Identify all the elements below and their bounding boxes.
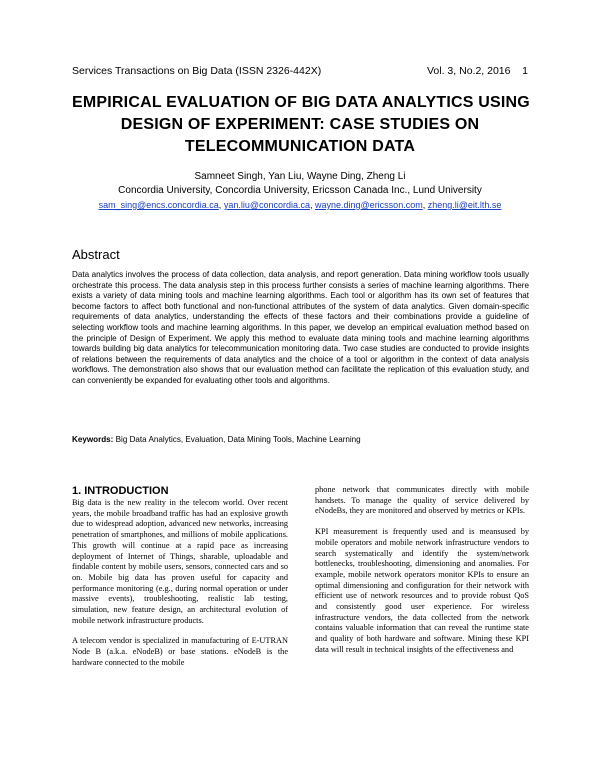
issue-volume: Vol. 3, No.2, 2016 — [427, 65, 511, 77]
author-block — [72, 170, 528, 198]
abstract-heading: Abstract — [72, 247, 120, 262]
left-column — [72, 484, 288, 669]
email-link-1[interactable]: sam_sing@encs.concordia.ca — [98, 200, 219, 210]
intro-paragraph-1: Big data is the new reality in the telecom world. Over recent years, the mobile broadband traffic has had an explosive growth due to widespread adoption, advanced new networks, increasing penetration of smartphones, and millions of mobile applications. This growth will continue at a rapid pace as increasing deployment of Internet of Things, sharable, uploadable and findable content by mobile users, sensors, connected cars and so on. Mobile big data has proven useful for capacity and performance monitoring (e.g., during normal operation or under massive events), troubleshooting, realistic lab testing, simulation, new feature design, an architectural evolution of mobile network infrastructure products. — [72, 498, 288, 625]
title-line-2: DESIGN OF EXPERIMENT: CASE STUDIES ON — [120, 116, 480, 133]
keywords-text: Big Data Analytics, Evaluation, Data Mining Tools, Machine Learning — [113, 435, 361, 444]
title-line-1: EMPIRICAL EVALUATION OF BIG DATA ANALYTICS USING — [72, 94, 530, 111]
title-line-3: TELECOMMUNICATION DATA — [184, 138, 416, 155]
running-header — [72, 65, 528, 79]
email-link-3[interactable]: wayne.ding@ericsson.com — [315, 200, 423, 210]
intro-paragraph-2: A telecom vendor is specialized in manufacturing of E-UTRAN Node B (a.k.a. eNodeB) or base stations. eNodeB is the hardware connected to the mobile — [72, 636, 288, 667]
email-link-2[interactable]: yan.liu@concordia.ca — [223, 200, 310, 210]
right-column — [315, 485, 529, 656]
author-affiliations: Concordia University, Concordia University, Ericsson Canada Inc., Lund University — [118, 185, 482, 196]
section-heading-introduction: 1. INTRODUCTION — [72, 485, 169, 497]
page-number: 1 — [522, 65, 528, 77]
issue-info — [427, 65, 528, 77]
paper-title — [72, 92, 528, 158]
journal-name: Services Transactions on Big Data (ISSN 2326-442X) — [72, 65, 322, 77]
keywords-line — [72, 435, 529, 444]
intro-paragraph-3: phone network that communicates directly with mobile handsets. To manage the quality of service delivered by eNodeBs, they are monitored and observed by metrics or KPIs. — [315, 485, 529, 516]
intro-paragraph-4: KPI measurement is frequently used and is meansused by mobile operators and mobile network infrastructure vendors to search systematically and identify the system/network bottlenecks, troubleshooting, dimensioning and anomalies. For example, mobile network operators monitor KPIs to ensure an optimal dimensioning and configuration for their network with efficient use of network resources and to provide robust QoS and consistently good user experience. For wireless infrastructure vendors, the data collected from the network contains valuable information that can reveal the runtime state and quality of both hardware and software. Mining these KPI data will result in technical insights of the effectiveness and — [315, 527, 529, 654]
keywords-label: Keywords: — [72, 435, 114, 444]
author-names: Samneet Singh, Yan Liu, Wayne Ding, Zheng Li — [194, 171, 406, 182]
author-emails: sam_sing@encs.concordia.ca, yan.liu@concordia.ca, wayne.ding@ericsson.com, zheng.li@eit.lth.se — [98, 200, 502, 210]
abstract-text: Data analytics involves the process of data collection, data analysis, and report generation. Data mining workflow tools usually orchestrate this process. The data analysis step in this process further consists a series of machine learning algorithms. There exists a variety of data mining tools and machine learning algorithms. Each tool or algorithm has its own set of features that become factors to affect both functional and non-functional attributes of the system of data analytics. Given domain-specific requirements of data analytics, understanding the effects of these factors and their combinations provide a guideline of selecting workflow tools and machine learning algorithms. In this paper, we develop an empirical evaluation method based on the principle of Design of Experiment. We apply this method to evaluate data mining tools and machine learning algorithms towards building big data analytics for telecommunication monitoring data. Two case studies are conducted to provide insights of relations between the requirements of data analytics and the choice of a tool or algorithm in the context of data analysis workflows. The demonstration also shows that our evaluation method can facilitate the replication of this evaluation study, and can conveniently be expanded for evaluating other tools and algorithms. — [72, 270, 529, 385]
email-link-4[interactable]: zheng.li@eit.lth.se — [427, 200, 502, 210]
